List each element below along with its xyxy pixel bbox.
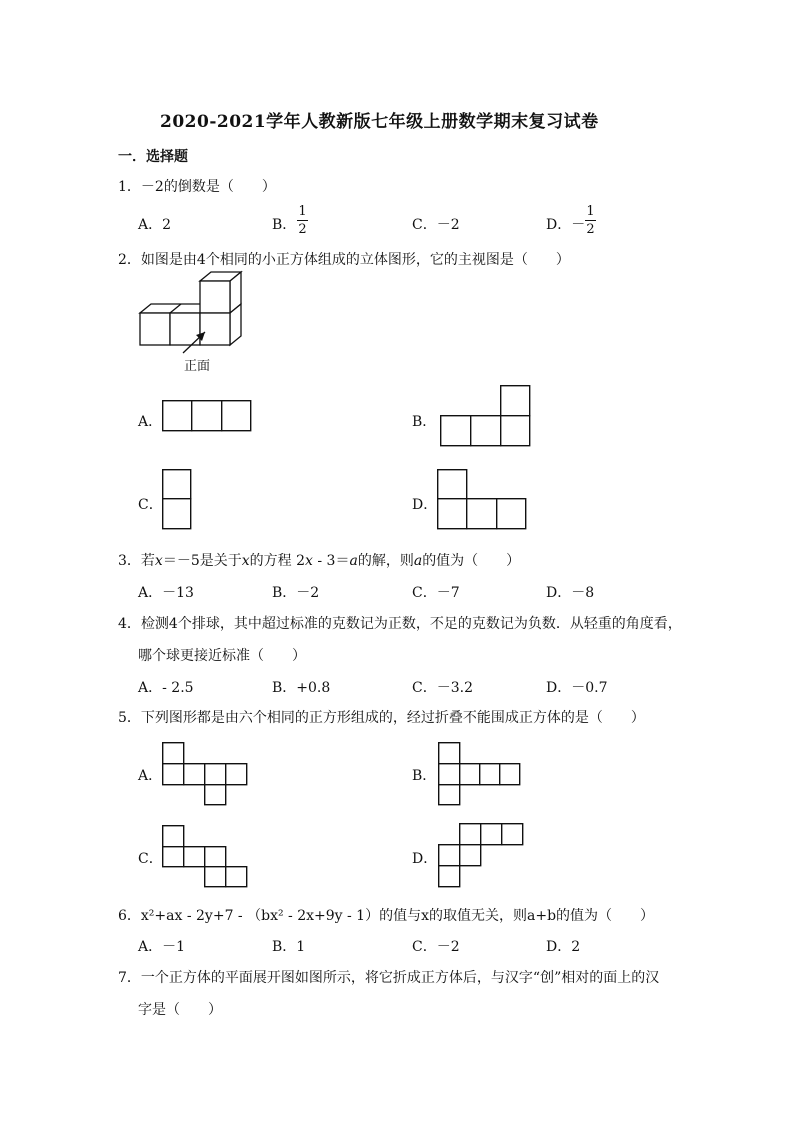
question-1-option-d-fraction	[585, 204, 596, 237]
question-4-option-b: B．+0.8	[272, 680, 331, 696]
question-2-stem: 2．如图是由4个相同的小正方体组成的立体图形，它的主视图是（ ）	[118, 252, 570, 268]
question-6-stem: 6．x²+ax - 2y+7 - （bx² - 2x+9y - 1）的值与x的取值无关，则a+b的值为（ ）	[118, 908, 655, 924]
question-3-option-a: A．－13	[138, 585, 194, 601]
q3-text-1: 3．若	[118, 553, 155, 569]
question-5-option-d: D．	[412, 851, 438, 867]
question-6-option-c: C．－2	[412, 939, 460, 955]
question-5-option-a-figure	[162, 742, 252, 806]
section-heading: 一．选择题	[118, 149, 188, 165]
q3-text-5: 的解，则	[357, 553, 414, 569]
question-5-option-d-figure	[438, 823, 530, 889]
question-2-option-a: A．	[138, 414, 163, 430]
question-5-option-b-figure	[438, 742, 528, 806]
question-5-option-c: C．	[138, 851, 163, 867]
question-2-option-d-figure	[437, 469, 532, 531]
question-1-stem: 1．－2的倒数是（ ）	[118, 179, 276, 195]
fraction-denominator: 2	[586, 222, 595, 237]
question-6-option-d: D．2	[546, 939, 581, 955]
question-4-stem-line-2: 哪个球更接近标准（ ）	[138, 648, 306, 664]
question-2-option-d: D．	[412, 497, 438, 513]
question-1-option-b-fraction	[297, 204, 308, 237]
q3-text-4: - 3＝	[312, 553, 350, 569]
q3-var-x3: x	[305, 553, 313, 569]
question-1-option-c: C．－2	[412, 217, 460, 233]
question-3-option-c: C．－7	[412, 585, 460, 601]
question-4-option-a: A．- 2.5	[138, 680, 194, 696]
q3-text-6: 的值为（ ）	[422, 553, 521, 569]
question-6-option-a: A．－1	[138, 939, 186, 955]
question-1-option-d-label: D．－	[546, 217, 586, 233]
question-7-stem-line-1: 7．一个正方体的平面展开图如图所示，将它折成正方体后，与汉字“创”相对的面上的汉	[118, 970, 660, 986]
question-6-option-b: B．1	[272, 939, 306, 955]
q3-var-x2: x	[241, 553, 250, 569]
front-view-label: 正面	[184, 359, 211, 374]
question-3-stem	[118, 550, 520, 570]
question-4-option-c: C．－3.2	[412, 680, 473, 696]
fraction-bar	[297, 220, 308, 221]
question-7-stem-line-2: 字是（ ）	[138, 1002, 222, 1018]
question-5-option-b: B．	[412, 768, 437, 784]
question-4-option-d: D．－0.7	[546, 680, 608, 696]
fraction-numerator: 1	[298, 204, 307, 219]
question-5-stem: 5．下列图形都是由六个相同的正方形组成的，经过折叠不能围成正方体的是（ ）	[118, 710, 645, 726]
q3-var-a2: a	[413, 553, 423, 569]
question-1-option-a: A．2	[138, 217, 172, 233]
fraction-denominator: 2	[298, 222, 307, 237]
page-title: 2020-2021学年人教新版七年级上册数学期末复习试卷	[160, 112, 599, 132]
question-5-option-c-figure	[162, 825, 252, 889]
question-4-stem-line-1: 4．检测4个排球，其中超过标准的克数记为正数，不足的克数记为负数．从轻重的角度看，	[118, 616, 682, 632]
q3-text-2: ＝－5是关于	[162, 553, 242, 569]
q3-var-a: a	[349, 553, 358, 569]
question-2-option-a-figure	[162, 400, 257, 434]
question-2-option-c-figure	[162, 469, 196, 531]
question-2-option-b: B．	[412, 414, 437, 430]
question-3-option-d: D．－8	[546, 585, 595, 601]
question-5-option-a: A．	[138, 768, 163, 784]
question-1-option-b-label: B．	[272, 217, 297, 233]
fraction-bar	[585, 220, 596, 221]
question-2-option-b-figure	[440, 385, 535, 447]
q3-text-3: 的方程 2	[249, 553, 306, 569]
question-2-option-c: C．	[138, 497, 163, 513]
question-3-option-b: B．－2	[272, 585, 320, 601]
fraction-numerator: 1	[586, 204, 595, 219]
q3-var-x: x	[154, 553, 163, 569]
